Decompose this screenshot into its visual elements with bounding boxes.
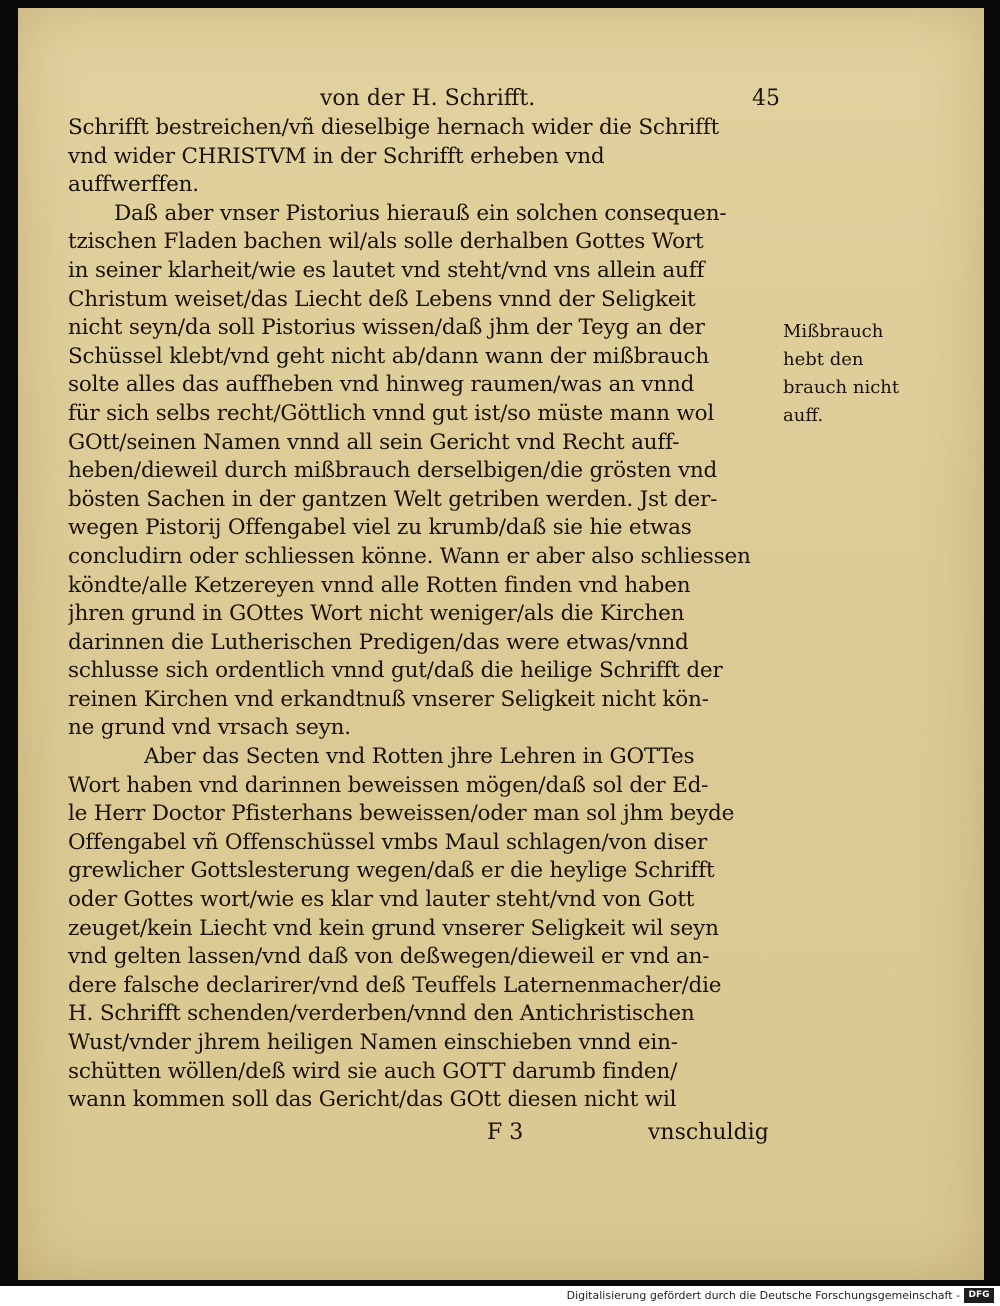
text-line: jhren grund in GOttes Wort nicht weniger/als die Kirchen <box>68 601 685 627</box>
text-line: tzischen Fladen bachen wil/als solle derhalben Gottes Wort <box>68 229 704 255</box>
page-foot <box>0 1120 1000 1152</box>
text-line: heben/dieweil durch mißbrauch derselbigen/die grösten vnd <box>68 458 718 484</box>
marginal-note-line: Mißbrauch <box>783 321 884 342</box>
text-line: köndte/alle Ketzereyen vnnd alle Rotten finden vnd haben <box>68 572 691 598</box>
text-line: vnd wider CHRISTVM in der Schrifft erheben vnd <box>68 143 605 169</box>
text-line: ne grund vnd vrsach seyn. <box>68 715 351 741</box>
text-line: H. Schrifft schenden/verderben/vnnd den Antichristischen <box>68 1001 695 1027</box>
catchword: vnschuldig <box>648 1120 769 1145</box>
text-line: darinnen die Lutherischen Predigen/das were etwas/vnnd <box>68 629 689 655</box>
running-head <box>0 86 1000 116</box>
text-line: Schrifft bestreichen/vñ dieselbige hernach wider die Schrifft <box>68 115 720 140</box>
text-line: solte alles das auffheben vnd hinweg raumen/was an vnnd <box>68 372 695 398</box>
text-line: vnd gelten lassen/vnd daß von deßwegen/dieweil er vnd an- <box>68 944 710 970</box>
running-title: von der H. Schrifft. <box>320 86 536 111</box>
text-line: dere falsche declarirer/vnd deß Teuffels Laternenmacher/die <box>68 972 722 998</box>
text-line: in seiner klarheit/wie es lautet vnd steht/vnd vns allein auff <box>68 257 705 283</box>
text-line: schlusse sich ordentlich vnnd gut/daß die heilige Schrifft der <box>68 658 723 684</box>
text-line: nicht seyn/da soll Pistorius wissen/daß jhm der Teyg an der <box>68 315 705 341</box>
marginal-note-line: brauch nicht <box>783 377 900 398</box>
text-line: reinen Kirchen vnd erkandtnuß vnserer Seligkeit nicht kön- <box>68 686 709 712</box>
text-line: concludirn oder schliessen könne. Wann er aber also schliessen <box>68 543 751 569</box>
funding-credit: Digitalisierung gefördert durch die Deutsche Forschungsgemeinschaft - <box>566 1289 960 1302</box>
body-text <box>68 114 780 1115</box>
signature-mark: F 3 <box>487 1120 524 1145</box>
text-line: wegen Pistorij Offengabel viel zu krumb/daß sie hie etwas <box>68 515 692 541</box>
paragraph-start-line: Aber das Secten vnd Rotten jhre Lehren in GOTTes <box>144 744 695 770</box>
text-line: Offengabel vñ Offenschüssel vmbs Maul schlagen/von diser <box>68 829 708 855</box>
text-line: oder Gottes wort/wie es klar vnd lauter steht/vnd von Gott <box>68 887 695 913</box>
marginal-note-line: hebt den <box>783 349 864 370</box>
text-line: für sich selbs recht/Göttlich vnnd gut ist/so müste mann wol <box>68 400 715 426</box>
text-line: Wust/vnder jhrem heiligen Namen einschieben vnnd ein- <box>68 1030 678 1055</box>
text-line: wann kommen soll das Gericht/das GOtt diesen nicht wil <box>68 1087 677 1113</box>
paragraph-start-line: Daß aber vnser Pistorius hierauß ein solchen consequen- <box>114 200 727 226</box>
footer-bar <box>0 1286 1000 1306</box>
marginal-note <box>783 318 913 430</box>
page-number: 45 <box>752 86 780 111</box>
text-line: Schüssel klebt/vnd geht nicht ab/dann wann der mißbrauch <box>68 343 710 369</box>
text-line: schütten wöllen/deß wird sie auch GOTT darumb finden/ <box>68 1058 678 1084</box>
text-line: grewlicher Gottslesterung wegen/daß er die heylige Schrifft <box>68 858 715 884</box>
text-line: bösten Sachen in der gantzen Welt getriben werden. Jst der- <box>68 486 718 512</box>
text-line: le Herr Doctor Pfisterhans beweissen/oder man sol jhm beyde <box>68 801 735 827</box>
dfg-logo: DFG <box>964 1288 994 1303</box>
text-line: Christum weiset/das Liecht deß Lebens vnnd der Seligkeit <box>68 286 696 312</box>
text-line: zeuget/kein Liecht vnd kein grund vnserer Seligkeit wil seyn <box>68 915 719 941</box>
text-line: GOtt/seinen Namen vnnd all sein Gericht vnd Recht auff- <box>68 429 680 455</box>
text-line: Wort haben vnd darinnen beweissen mögen/daß sol der Ed- <box>68 772 709 798</box>
marginal-note-line: auff. <box>783 405 824 426</box>
text-line: auffwerffen. <box>68 172 199 198</box>
